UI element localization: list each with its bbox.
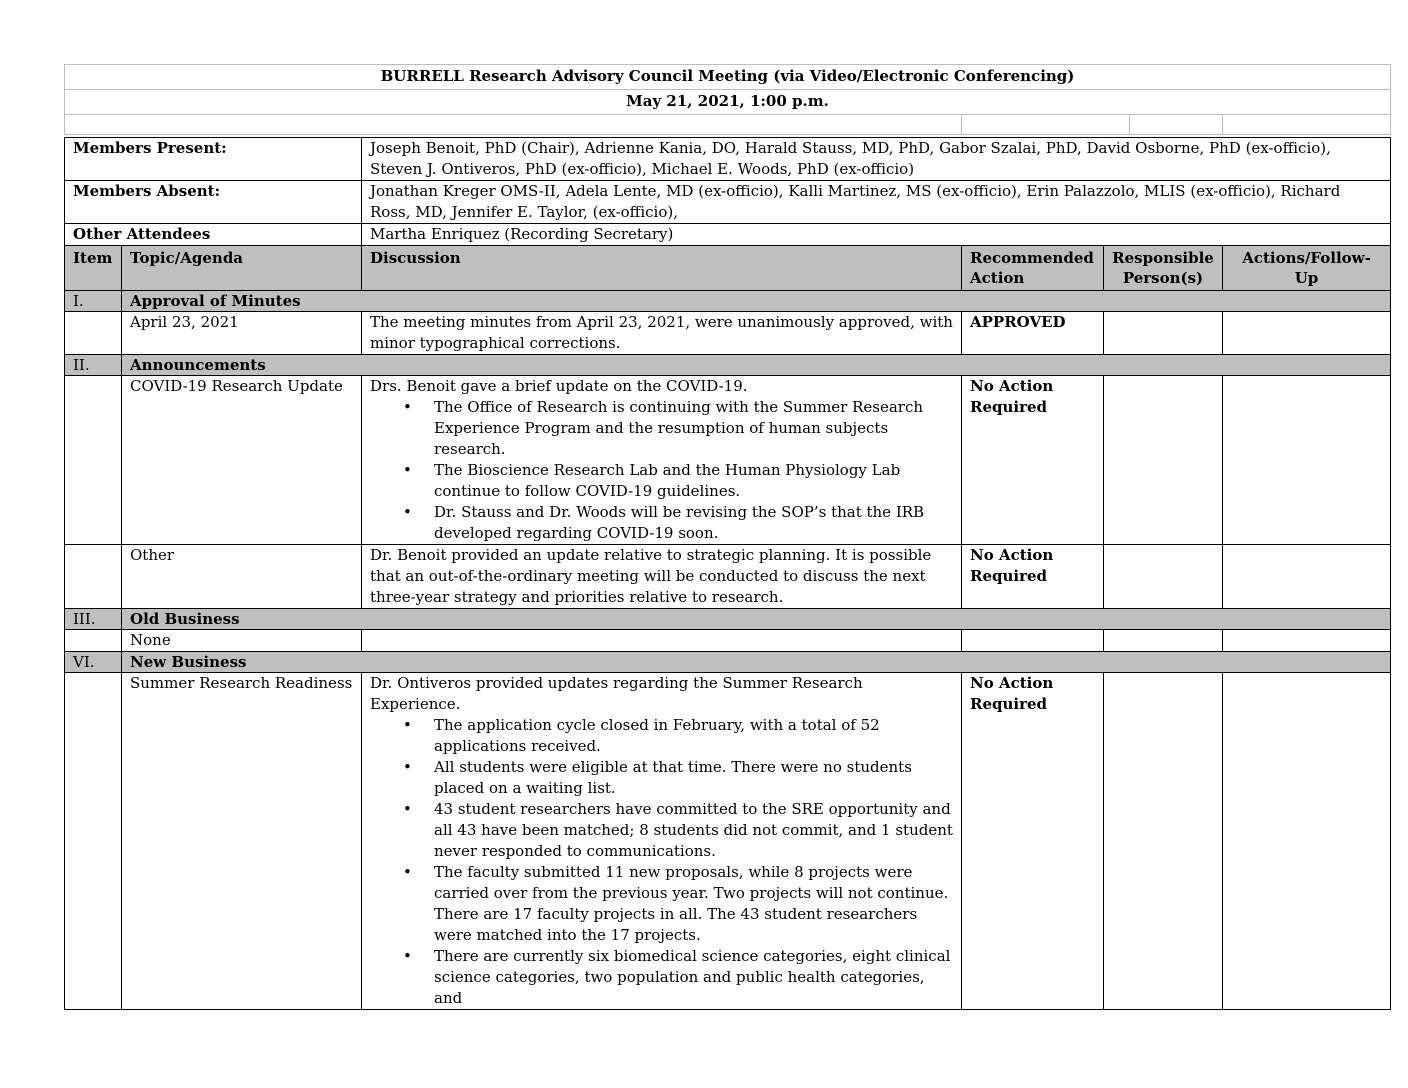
members-present-label: Members Present: [65,138,362,181]
agenda-row [65,545,1391,609]
section-row [65,355,1391,376]
discussion-bullets [370,397,953,544]
members-absent-row [65,181,1391,224]
col-discussion: Discussion [362,246,962,291]
list-item: • The faculty submitted 11 new proposals, while 8 projects were carried over from the previous year. Two projects will not continue. There are 17 faculty projects in all. The 43 student researchers were matched into the 17 projects. [434,862,953,946]
topic-cell: April 23, 2021 [122,312,362,355]
section-number: II. [65,355,122,376]
col-recommended-action: Recommended Action [962,246,1104,291]
agenda-row [65,630,1391,652]
section-row [65,291,1391,312]
topic-cell: None [122,630,362,652]
discussion-intro: Drs. Benoit gave a brief update on the COVID-19. [370,377,748,395]
members-present-row [65,138,1391,181]
section-number: VI. [65,652,122,673]
discussion-intro: Dr. Ontiveros provided updates regarding the Summer Research Experience. [370,674,863,713]
section-title: Approval of Minutes [122,291,1391,312]
section-title: Old Business [122,609,1391,630]
agenda-row [65,376,1391,545]
discussion-cell [362,673,962,1010]
list-item: • 43 student researchers have committed to the SRE opportunity and all 43 have been matched; 8 students did not commit, and 1 student never responded to communications. [434,799,953,862]
list-item: • Dr. Stauss and Dr. Woods will be revising the SOP’s that the IRB developed regarding COVID-19 soon. [434,502,953,544]
topic-cell: Summer Research Readiness [122,673,362,1010]
col-actions-follow-up: Actions/Follow-Up [1223,246,1391,291]
meeting-title: BURRELL Research Advisory Council Meeting (via Video/Electronic Conferencing) [65,65,1391,90]
list-item: • The Bioscience Research Lab and the Human Physiology Lab continue to follow COVID-19 guidelines. [434,460,953,502]
recommended-action-cell: No Action Required [962,545,1104,609]
discussion-cell: Dr. Benoit provided an update relative to strategic planning. It is possible that an out-of-the-ordinary meeting will be conducted to discuss the next three-year strategy and priorities relative to research. [362,545,962,609]
topic-cell: COVID-19 Research Update [122,376,362,545]
members-absent-label: Members Absent: [65,181,362,224]
col-item: Item [65,246,122,291]
list-item: • All students were eligible at that time. There were no students placed on a waiting list. [434,757,953,799]
section-row [65,609,1391,630]
meeting-header [64,64,1391,135]
minutes-document [64,64,1390,1010]
discussion-cell: The meeting minutes from April 23, 2021, were unanimously approved, with minor typographical corrections. [362,312,962,355]
meeting-date: May 21, 2021, 1:00 p.m. [65,90,1391,115]
col-responsible-person: Responsible Person(s) [1104,246,1223,291]
section-row [65,652,1391,673]
discussion-bullets [370,715,953,1009]
other-attendees-row [65,224,1391,246]
members-absent-list: Jonathan Kreger OMS-II, Adela Lente, MD (ex-officio), Kalli Martinez, MS (ex-officio), Erin Palazzolo, MLIS (ex-officio), Richard Ross, MD, Jennifer E. Taylor, (ex-officio), [362,181,1391,224]
other-attendees-list: Martha Enriquez (Recording Secretary) [362,224,1391,246]
list-item: • The application cycle closed in February, with a total of 52 applications received. [434,715,953,757]
section-number: III. [65,609,122,630]
topic-cell: Other [122,545,362,609]
members-present-list: Joseph Benoit, PhD (Chair), Adrienne Kania, DO, Harald Stauss, MD, PhD, Gabor Szalai, PhD, David Osborne, PhD (ex-officio), Steven J. Ontiveros, PhD (ex-officio), Michael E. Woods, PhD (ex-officio) [362,138,1391,181]
recommended-action-cell: No Action Required [962,673,1104,1010]
section-title: Announcements [122,355,1391,376]
minutes-table [64,137,1391,1010]
list-item: • The Office of Research is continuing with the Summer Research Experience Program and the resumption of human subjects research. [434,397,953,460]
section-title: New Business [122,652,1391,673]
list-item: • There are currently six biomedical science categories, eight clinical science categories, two population and public health categories, and [434,946,953,1009]
agenda-row [65,312,1391,355]
column-header-row [65,246,1391,291]
agenda-row [65,673,1391,1010]
recommended-action-cell: No Action Required [962,376,1104,545]
discussion-cell [362,376,962,545]
section-number: I. [65,291,122,312]
recommended-action-cell: APPROVED [962,312,1104,355]
col-topic: Topic/Agenda [122,246,362,291]
other-attendees-label: Other Attendees [65,224,362,246]
